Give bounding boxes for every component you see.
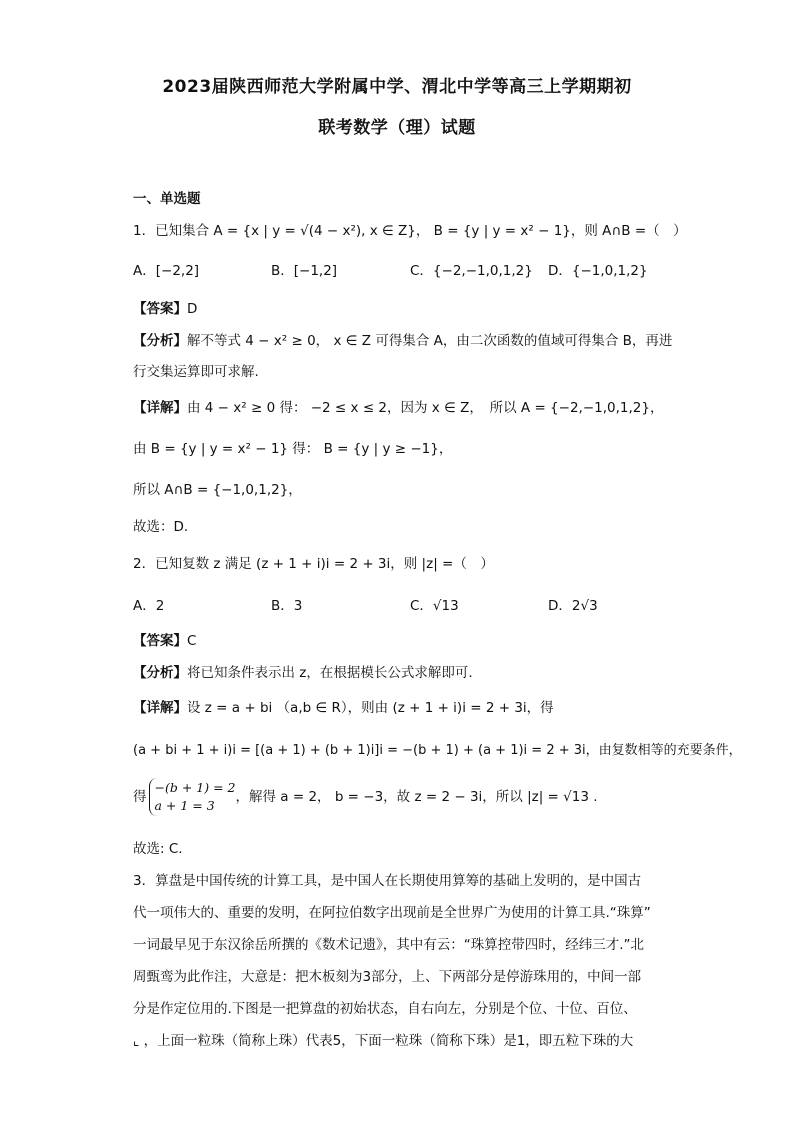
detail-suffix: ，解得 a = 2， b = −3，故 z = 2 − 3i，所以 |z| = √13 .: [235, 789, 598, 805]
page-title-line-1: 2023届陕西师范大学附属中学、渭北中学等高三上学期期初: [162, 77, 632, 97]
q1-detail-line-2: 由 B = {y | y = x² − 1} 得： B = {y | y ≥ −1}，: [133, 441, 453, 457]
q1-detail-line-4: 故选：D.: [133, 519, 189, 535]
q3-line-1: 3．算盘是中国传统的计算工具，是中国人在长期使用算筹的基础上发明的，是中国古: [133, 873, 642, 889]
q3-line-6: ⌞ ，上面一粒珠（简称上珠）代表5，下面一粒珠（简称下珠）是1，即五粒下珠的大: [133, 1033, 634, 1049]
detail-text: 设 z = a + bi （a,b ∈ R），则由 (z + 1 + i)i = 2 + 3i，得: [187, 700, 554, 716]
q3-line-3: 一词最早见于东汉徐岳所撰的《数术记遗》，其中有云：“珠算控带四时，经纬三才.”北: [133, 937, 645, 953]
analysis-tag: 【分析】: [133, 333, 187, 349]
answer-value: C: [187, 633, 197, 649]
q1-option-b: B．[−1,2]: [271, 263, 338, 279]
q1-analysis-line-2: 行交集运算即可求解.: [133, 364, 259, 380]
section-heading: 一、单选题: [133, 191, 201, 207]
q1-option-c: C．{−2,−1,0,1,2}: [410, 263, 533, 279]
q2-option-b: B．3: [271, 598, 303, 614]
analysis-tag: 【分析】: [133, 665, 187, 681]
q3-line-5: 分是作定位用的.下图是一把算盘的初始状态，自右向左，分别是个位、十位、百位、: [133, 1001, 637, 1017]
q1-option-d: D．{−1,0,1,2}: [548, 263, 648, 279]
q3-line-4: 周甄鸾为此作注，大意是：把木板刻为3部分，上、下两部分是停游珠用的，中间一部: [133, 969, 642, 985]
q1-answer: [133, 297, 197, 317]
q2-option-c: C．√13: [410, 598, 459, 614]
equation-system: [149, 778, 236, 816]
q2-detail-line-1: [133, 696, 554, 716]
analysis-text: 解不等式 4 − x² ≥ 0， x ∈ Z 可得集合 A，由二次函数的值域可得集合 B，再进: [187, 333, 673, 349]
q1-detail-line-3: 所以 A∩B = {−1,0,1,2}，: [133, 482, 302, 498]
q2-option-d: D．2√3: [548, 598, 598, 614]
answer-tag: 【答案】: [133, 301, 187, 317]
equation-row-1: −(b + 1) = 2: [154, 780, 236, 795]
q2-detail-line-4: 故选: C.: [133, 841, 183, 857]
page-title-line-2: 联考数学（理）试题: [318, 118, 476, 138]
answer-value: D: [187, 301, 198, 317]
detail-text: 由 4 − x² ≥ 0 得： −2 ≤ x ≤ 2，因为 x ∈ Z， 所以 A = {−2,−1,0,1,2}，: [187, 400, 664, 416]
analysis-text: 将已知条件表示出 z，在根据模长公式求解即可.: [187, 665, 473, 681]
q1-detail-line-1: [133, 396, 663, 416]
q2-detail-line-3: [133, 778, 598, 816]
detail-prefix: 得: [133, 789, 147, 805]
q1-stem: 1．已知集合 A = {x | y = √(4 − x²), x ∈ Z}， B = {y | y = x² − 1}，则 A∩B =（ ）: [133, 223, 687, 239]
detail-tag: 【详解】: [133, 400, 187, 416]
q1-option-a: A．[−2,2]: [133, 263, 200, 279]
detail-tag: 【详解】: [133, 700, 187, 716]
q1-analysis-line-1: [133, 329, 672, 349]
q2-detail-line-2: (a + bi + 1 + i)i = [(a + 1) + (b + 1)i]i = −(b + 1) + (a + 1)i = 2 + 3i，由复数相等的充要条件，: [133, 743, 742, 758]
q2-answer: [133, 629, 196, 649]
answer-tag: 【答案】: [133, 633, 187, 649]
q2-analysis-line-1: [133, 661, 473, 681]
equation-row-2: a + 1 = 3: [154, 798, 215, 813]
q2-stem: 2．已知复数 z 满足 (z + 1 + i)i = 2 + 3i，则 |z| =（ ）: [133, 556, 494, 572]
q3-line-2: 代一项伟大的、重要的发明，在阿拉伯数字出现前是全世界广为使用的计算工具.“珠算”: [133, 905, 651, 921]
q2-option-a: A．2: [133, 598, 165, 614]
